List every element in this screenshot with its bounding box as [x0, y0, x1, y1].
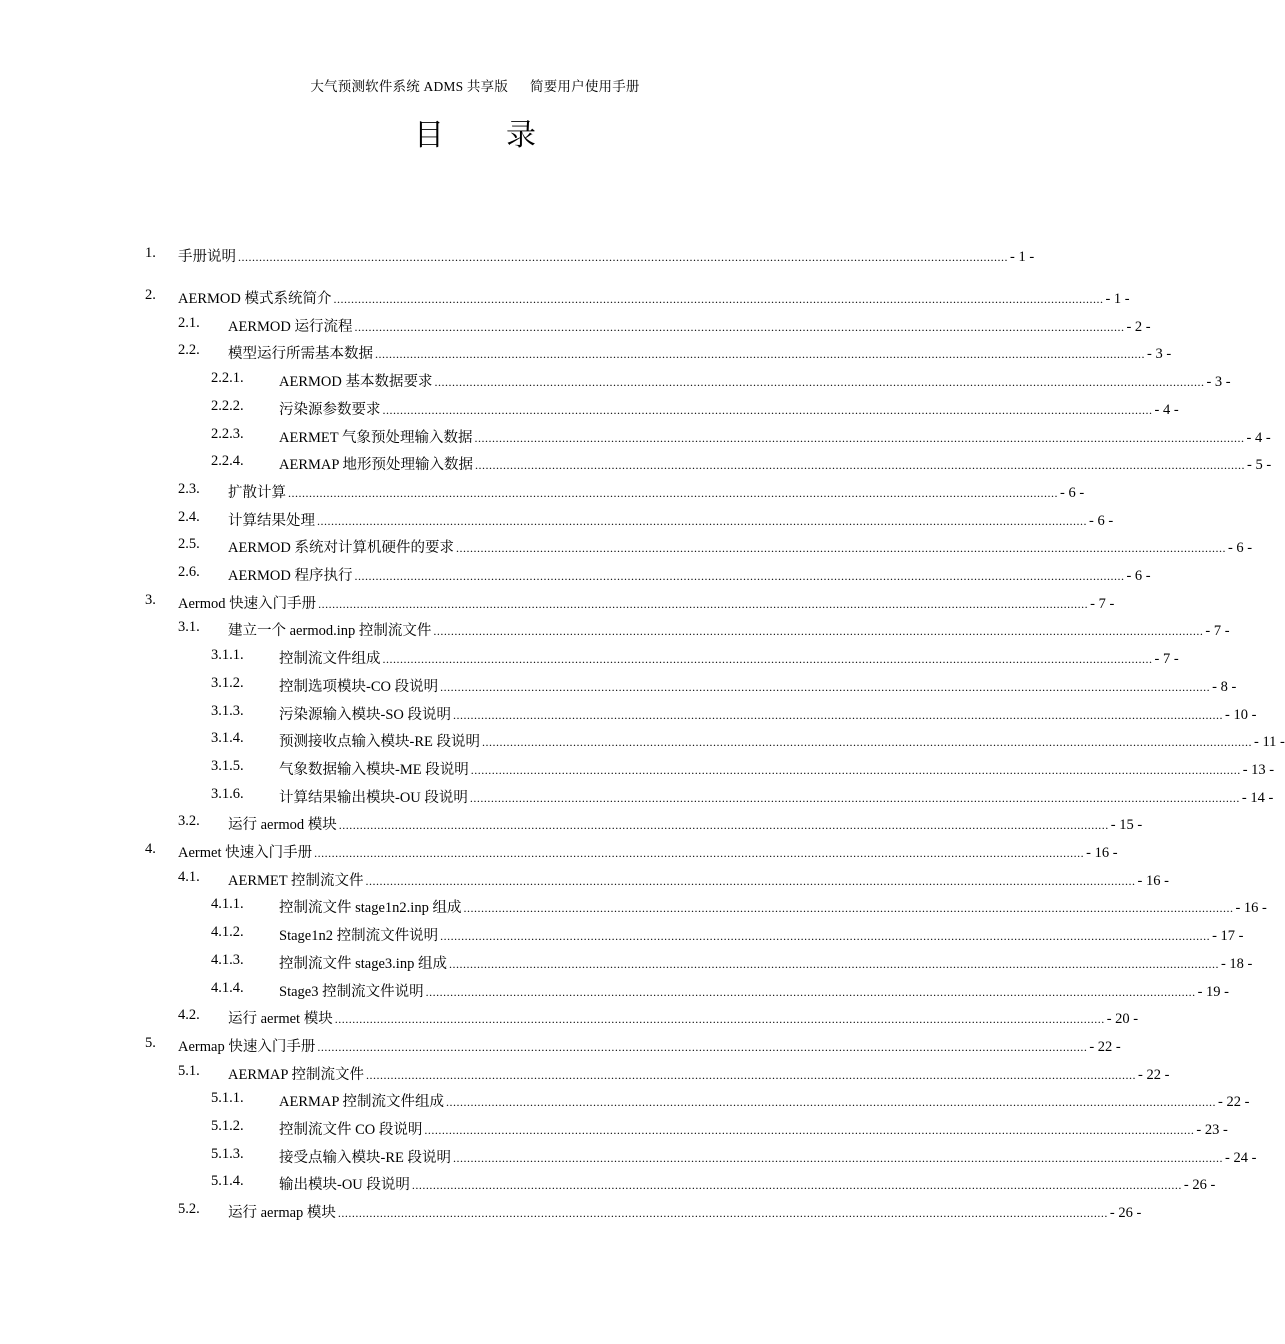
- toc-entry-page: - 4 -: [1154, 401, 1179, 418]
- toc-entry[interactable]: [0, 702, 1257, 727]
- toc-entry-number: 2.2.: [178, 342, 200, 359]
- toc-entry[interactable]: [0, 1201, 1142, 1225]
- toc-entry[interactable]: [0, 1090, 1250, 1114]
- toc-entry-page: - 19 -: [1197, 983, 1230, 1000]
- dot-leader: ............................................................................................................................................................................................................................: [365, 873, 1136, 888]
- toc-entry-title: 运行 aermod 模块: [228, 817, 337, 834]
- toc-entry-number: 2.4.: [178, 508, 200, 525]
- toc-entry-page: - 15 -: [1110, 817, 1143, 834]
- toc-entry-number: 5.1.: [178, 1062, 200, 1079]
- toc-entry-number: 5.1.2.: [211, 1118, 244, 1134]
- dot-leader: ............................................................................................................................................................................................................................: [318, 596, 1089, 611]
- dot-leader: ............................................................................................................................................................................................................................: [440, 679, 1211, 694]
- toc-entry-title: 控制流文件 stage3.inp 组成: [279, 955, 447, 972]
- dot-leader: ............................................................................................................................................................................................................................: [455, 541, 1226, 556]
- toc-entry[interactable]: [0, 564, 1151, 588]
- toc-entry-title: Aermod 快速入门手册: [178, 595, 317, 612]
- toc-entry-number: 4.: [145, 841, 156, 857]
- toc-entry-page: - 26 -: [1183, 1177, 1216, 1194]
- toc-entry[interactable]: [0, 1145, 1257, 1170]
- dot-leader: ............................................................................................................................................................................................................................: [433, 624, 1204, 639]
- toc-entry[interactable]: [0, 536, 1253, 560]
- toc-entry-page: - 10 -: [1225, 706, 1257, 723]
- toc-entry[interactable]: [0, 924, 1244, 948]
- toc-entry-page: - 7 -: [1090, 595, 1115, 612]
- dot-leader: ............................................................................................................................................................................................................................: [317, 1039, 1088, 1054]
- dot-leader: ............................................................................................................................................................................................................................: [366, 1067, 1137, 1082]
- toc-entry-page: - 22 -: [1089, 1038, 1121, 1055]
- toc-entry[interactable]: [0, 841, 1118, 865]
- toc-entry-number: 2.2.4.: [211, 453, 244, 470]
- toc-entry-page: - 20 -: [1106, 1011, 1139, 1028]
- toc-entry-title: 运行 aermet 模块: [228, 1011, 333, 1028]
- dot-leader: ............................................................................................................................................................................................................................: [238, 250, 1008, 264]
- dot-leader: ............................................................................................................................................................................................................................: [470, 762, 1241, 777]
- toc-entry-title: AERMAP 控制流文件: [228, 1066, 365, 1083]
- toc-entry[interactable]: [0, 785, 1274, 810]
- toc-entry-number: 2.2.3.: [211, 425, 244, 442]
- toc-entry-page: - 22 -: [1218, 1094, 1250, 1111]
- toc-entry[interactable]: [0, 453, 1272, 477]
- dot-leader: ............................................................................................................................................................................................................................: [354, 569, 1125, 583]
- toc-entry-page: - 26 -: [1109, 1205, 1142, 1222]
- toc-entry-page: - 14 -: [1241, 789, 1274, 806]
- toc-entry-page: - 13 -: [1242, 761, 1275, 778]
- toc-entry-title: 控制流文件 CO 段说明: [279, 1122, 423, 1138]
- toc-entry-page: - 6 -: [1060, 484, 1085, 501]
- toc-entry-number: 4.1.1.: [211, 896, 244, 913]
- toc-entry-title: 控制流文件 stage1n2.inp 组成: [279, 900, 462, 917]
- dot-leader: ............................................................................................................................................................................................................................: [382, 652, 1153, 667]
- toc-entry[interactable]: [0, 979, 1230, 1004]
- toc-entry[interactable]: [0, 813, 1143, 837]
- dot-leader: ............................................................................................................................................................................................................................: [354, 319, 1125, 334]
- toc-entry-page: - 22 -: [1138, 1066, 1170, 1083]
- toc-entry-number: 2.1.: [178, 314, 200, 331]
- toc-entry-page: - 16 -: [1137, 872, 1169, 889]
- toc-entry-number: 3.1.3.: [211, 702, 244, 719]
- toc-entry-page: - 7 -: [1205, 623, 1230, 640]
- toc-entry[interactable]: [0, 480, 1085, 505]
- toc-entry[interactable]: [0, 1118, 1228, 1142]
- toc-entry-title: 控制选项模块-CO 段说明: [279, 678, 439, 695]
- dot-leader: ............................................................................................................................................................................................................................: [474, 430, 1245, 445]
- dot-leader: ............................................................................................................................................................................................................................: [317, 513, 1087, 528]
- toc-entry-page: - 16 -: [1235, 900, 1267, 917]
- toc-entry[interactable]: [0, 1173, 1216, 1197]
- toc-entry-page: - 11 -: [1253, 734, 1285, 751]
- toc-entry-number: 5.1.3.: [211, 1145, 244, 1162]
- toc-entry-title: Aermap 快速入门手册: [178, 1038, 316, 1055]
- toc-entry-title: Stage1n2 控制流文件说明: [279, 928, 439, 945]
- running-header: [0, 75, 950, 95]
- toc-entry-title: 控制流文件组成: [279, 651, 381, 668]
- toc-entry-title: 运行 aermap 模块: [228, 1205, 336, 1222]
- toc-entry-title: Aermet 快速入门手册: [178, 845, 313, 861]
- toc-entry-number: 4.1.4.: [211, 979, 244, 996]
- dot-leader: ............................................................................................................................................................................................................................: [338, 818, 1109, 833]
- dot-leader: ............................................................................................................................................................................................................................: [475, 458, 1246, 473]
- toc-entry-number: 4.1.2.: [211, 924, 244, 941]
- toc-entry-number: 2.6.: [178, 564, 200, 580]
- toc-entry-number: 5.1.4.: [211, 1173, 244, 1190]
- toc-entry-title: 建立一个 aermod.inp 控制流文件: [228, 623, 432, 640]
- toc-entry-title: AERMOD 模式系统简介: [178, 291, 332, 307]
- toc-entry[interactable]: [0, 591, 1115, 616]
- toc-entry-page: - 7 -: [1154, 651, 1179, 668]
- dot-leader: ............................................................................................................................................................................................................................: [469, 790, 1240, 805]
- toc-entry[interactable]: [0, 245, 1035, 269]
- toc-entry-number: 3.1.4.: [211, 730, 244, 747]
- toc-entry-page: - 5 -: [1247, 457, 1272, 474]
- toc-entry-number: 3.2.: [178, 813, 200, 830]
- toc-entry-page: - 8 -: [1212, 678, 1237, 695]
- toc-entry-number: 2.2.2.: [211, 397, 244, 414]
- toc-entry-page: - 3 -: [1206, 374, 1231, 391]
- toc-entry-title: 接受点输入模块-RE 段说明: [279, 1149, 451, 1166]
- toc-entry-title: 扩散计算: [228, 484, 286, 501]
- dot-leader: ............................................................................................................................................................................................................................: [440, 929, 1211, 944]
- toc-entry-page: - 4 -: [1246, 429, 1271, 446]
- toc-entry-title: 计算结果输出模块-OU 段说明: [279, 789, 468, 806]
- toc-entry-number: 3.1.5.: [211, 757, 244, 774]
- toc-entry-title: 输出模块-OU 段说明: [279, 1177, 410, 1194]
- toc-entry-title: 模型运行所需基本数据: [228, 346, 373, 363]
- dot-leader: ............................................................................................................................................................................................................................: [448, 956, 1219, 971]
- toc-entry-page: - 6 -: [1227, 540, 1253, 557]
- toc-entry-number: 3.: [145, 591, 156, 608]
- toc-entry-number: 3.1.2.: [211, 674, 244, 691]
- toc-entry[interactable]: [0, 314, 1151, 339]
- toc-entry[interactable]: [0, 951, 1253, 976]
- page-title: 目录: [414, 118, 598, 153]
- dot-leader: ............................................................................................................................................................................................................................: [463, 901, 1234, 916]
- toc-entry-number: 5.: [145, 1034, 156, 1051]
- toc-entry[interactable]: [0, 1007, 1139, 1031]
- dot-leader: ............................................................................................................................................................................................................................: [337, 1206, 1108, 1221]
- toc-entry-number: 4.1.: [178, 868, 200, 885]
- dot-leader: ............................................................................................................................................................................................................................: [333, 292, 1104, 306]
- toc-entry-title: AERMET 气象预处理输入数据: [279, 429, 473, 446]
- toc-entry-page: - 17 -: [1212, 928, 1244, 945]
- toc-entry-title: 预测接收点输入模块-RE 段说明: [279, 734, 480, 751]
- toc-entry-page: - 6 -: [1089, 512, 1114, 529]
- toc-entry[interactable]: [0, 287, 1130, 311]
- dot-leader: ............................................................................................................................................................................................................................: [411, 1178, 1182, 1193]
- dot-leader: ............................................................................................................................................................................................................................: [288, 485, 1058, 500]
- toc-entry-number: 1.: [145, 245, 156, 261]
- toc-entry-number: 3.1.6.: [211, 785, 244, 802]
- toc-entry-number: 2.2.1.: [211, 370, 244, 387]
- toc-entry-title: 手册说明: [178, 249, 236, 265]
- toc-entry[interactable]: [0, 619, 1230, 643]
- toc-entry-number: 5.1.1.: [211, 1090, 244, 1107]
- toc-entry-number: 5.2.: [178, 1201, 200, 1218]
- toc-entry[interactable]: [0, 730, 1285, 754]
- dot-leader: ............................................................................................................................................................................................................................: [375, 347, 1145, 362]
- toc-entry[interactable]: [0, 425, 1271, 450]
- toc-entry-title: 气象数据输入模块-ME 段说明: [279, 761, 469, 778]
- toc-entry-title: AERMET 控制流文件: [228, 872, 364, 889]
- toc-entry[interactable]: [0, 647, 1179, 671]
- toc-entry[interactable]: [0, 868, 1169, 893]
- dot-leader: ............................................................................................................................................................................................................................: [424, 1123, 1195, 1137]
- toc-entry[interactable]: [0, 508, 1114, 533]
- toc-entry-title: Stage3 控制流文件说明: [279, 983, 424, 1000]
- dot-leader: ............................................................................................................................................................................................................................: [453, 707, 1223, 722]
- toc-entry[interactable]: [0, 342, 1172, 366]
- dot-leader: ............................................................................................................................................................................................................................: [314, 846, 1085, 860]
- toc-entry-title: AERMOD 系统对计算机硬件的要求: [228, 540, 454, 557]
- toc-entry-page: - 1 -: [1010, 249, 1035, 265]
- toc-entry-title: AERMOD 程序执行: [228, 568, 353, 584]
- toc-entry-number: 3.1.1.: [211, 647, 244, 664]
- toc-entry-page: - 24 -: [1224, 1149, 1257, 1166]
- toc-entry-page: - 6 -: [1126, 568, 1151, 584]
- toc-entry-number: 4.1.3.: [211, 951, 244, 968]
- toc-entry-title: 计算结果处理: [228, 512, 315, 529]
- toc-entry-number: 2.3.: [178, 480, 200, 497]
- toc-entry-title: 污染源输入模块-SO 段说明: [279, 706, 451, 723]
- dot-leader: ............................................................................................................................................................................................................................: [434, 375, 1205, 390]
- toc-entry[interactable]: [0, 757, 1275, 782]
- dot-leader: ............................................................................................................................................................................................................................: [452, 1150, 1223, 1165]
- dot-leader: ............................................................................................................................................................................................................................: [481, 735, 1252, 750]
- toc-entry-page: - 3 -: [1147, 346, 1172, 363]
- header-left-text: 大气预测软件系统 ADMS 共享版: [310, 79, 509, 94]
- toc-entry[interactable]: [0, 1062, 1170, 1087]
- toc-entry-page: - 2 -: [1126, 318, 1151, 335]
- toc-entry[interactable]: [0, 674, 1237, 699]
- header-right-text: 简要用户使用手册: [530, 79, 640, 94]
- toc-entry-title: 污染源参数要求: [279, 401, 381, 418]
- toc-entry-title: AERMOD 运行流程: [228, 318, 353, 335]
- toc-entry[interactable]: [0, 1034, 1121, 1059]
- toc-entry-page: - 23 -: [1196, 1122, 1228, 1138]
- toc-entry[interactable]: [0, 397, 1179, 422]
- toc-entry-number: 4.2.: [178, 1007, 200, 1024]
- toc-entry-title: AERMOD 基本数据要求: [279, 374, 433, 391]
- dot-leader: ............................................................................................................................................................................................................................: [446, 1095, 1217, 1110]
- dot-leader: ............................................................................................................................................................................................................................: [382, 402, 1153, 417]
- toc-entry[interactable]: [0, 896, 1267, 920]
- toc-entry-title: AERMAP 控制流文件组成: [279, 1094, 445, 1111]
- toc-entry-number: 3.1.: [178, 619, 200, 636]
- dot-leader: ............................................................................................................................................................................................................................: [334, 1012, 1105, 1027]
- toc-entry[interactable]: [0, 370, 1231, 394]
- toc-entry-page: - 1 -: [1105, 291, 1130, 307]
- toc-entry-number: 2.5.: [178, 536, 200, 553]
- dot-leader: ............................................................................................................................................................................................................................: [425, 984, 1196, 999]
- toc-entry-title: AERMAP 地形预处理输入数据: [279, 457, 474, 474]
- toc-entry-page: - 16 -: [1086, 845, 1118, 861]
- toc-entry-page: - 18 -: [1220, 955, 1253, 972]
- toc-entry-number: 2.: [145, 287, 156, 303]
